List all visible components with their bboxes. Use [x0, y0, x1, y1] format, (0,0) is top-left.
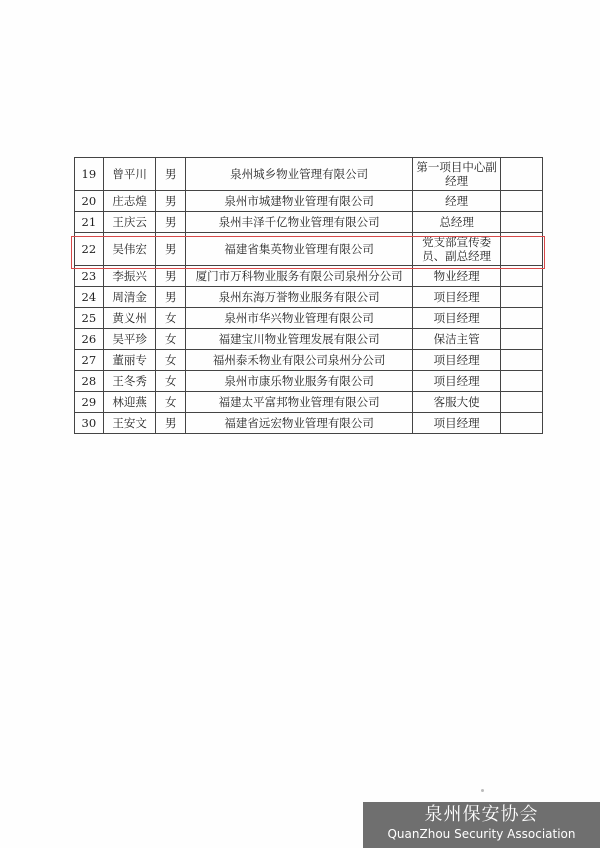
- table-row: [75, 350, 543, 371]
- job-title: 客服大使: [413, 392, 501, 413]
- person-name: 庄志煌: [103, 191, 156, 212]
- gender: 男: [156, 266, 186, 287]
- company: 福建省集英物业管理有限公司: [186, 233, 413, 266]
- remarks-cell: [501, 266, 543, 287]
- row-number: 20: [75, 191, 104, 212]
- person-name: 曾平川: [103, 158, 156, 191]
- company: 福建省远宏物业管理有限公司: [186, 413, 413, 434]
- remarks-cell: [501, 371, 543, 392]
- person-name: 李振兴: [103, 266, 156, 287]
- remarks-cell: [501, 392, 543, 413]
- remarks-cell: [501, 287, 543, 308]
- job-title: 党支部宣传委员、副总经理: [413, 233, 501, 266]
- company: 泉州市城建物业管理有限公司: [186, 191, 413, 212]
- table-row: [75, 266, 543, 287]
- row-number: 27: [75, 350, 104, 371]
- job-title: 项目经理: [413, 371, 501, 392]
- gender: 女: [156, 329, 186, 350]
- row-number: 25: [75, 308, 104, 329]
- row-number: 22: [75, 233, 104, 266]
- table-row: [75, 233, 543, 266]
- job-title: 项目经理: [413, 287, 501, 308]
- remarks-cell: [501, 329, 543, 350]
- person-name: 董丽专: [103, 350, 156, 371]
- table-row: [75, 392, 543, 413]
- table-row: [75, 158, 543, 191]
- gender: 女: [156, 392, 186, 413]
- watermark-cn: 泉州保安协会: [424, 804, 539, 825]
- company: 泉州城乡物业管理有限公司: [186, 158, 413, 191]
- company: 泉州丰泽千亿物业管理有限公司: [186, 212, 413, 233]
- association-watermark: [363, 802, 600, 848]
- remarks-cell: [501, 233, 543, 266]
- job-title: 第一项目中心副经理: [413, 158, 501, 191]
- gender: 男: [156, 191, 186, 212]
- job-title: 项目经理: [413, 308, 501, 329]
- company: 福建太平富邦物业管理有限公司: [186, 392, 413, 413]
- remarks-cell: [501, 308, 543, 329]
- gender: 男: [156, 233, 186, 266]
- job-title: 总经理: [413, 212, 501, 233]
- company: 泉州市华兴物业管理有限公司: [186, 308, 413, 329]
- row-number: 30: [75, 413, 104, 434]
- remarks-cell: [501, 212, 543, 233]
- scan-speck: [481, 789, 484, 792]
- person-name: 黄义州: [103, 308, 156, 329]
- person-name: 吴平珍: [103, 329, 156, 350]
- gender: 女: [156, 308, 186, 329]
- row-number: 28: [75, 371, 104, 392]
- table-row: [75, 371, 543, 392]
- person-name: 吴伟宏: [103, 233, 156, 266]
- gender: 女: [156, 371, 186, 392]
- company: 泉州东海万誉物业服务有限公司: [186, 287, 413, 308]
- company: 福建宝川物业管理发展有限公司: [186, 329, 413, 350]
- table-row: [75, 287, 543, 308]
- gender: 男: [156, 287, 186, 308]
- table-row: [75, 413, 543, 434]
- table-row: [75, 212, 543, 233]
- row-number: 21: [75, 212, 104, 233]
- company: 泉州市康乐物业服务有限公司: [186, 371, 413, 392]
- gender: 男: [156, 158, 186, 191]
- person-name: 王庆云: [103, 212, 156, 233]
- row-number: 26: [75, 329, 104, 350]
- person-name: 王安文: [103, 413, 156, 434]
- person-name: 王冬秀: [103, 371, 156, 392]
- person-name: 林迎燕: [103, 392, 156, 413]
- job-title: 项目经理: [413, 350, 501, 371]
- row-number: 23: [75, 266, 104, 287]
- job-title: 保洁主管: [413, 329, 501, 350]
- remarks-cell: [501, 158, 543, 191]
- table-row: [75, 308, 543, 329]
- personnel-table: [74, 157, 543, 434]
- gender: 男: [156, 212, 186, 233]
- job-title: 经理: [413, 191, 501, 212]
- row-number: 24: [75, 287, 104, 308]
- company: 福州泰禾物业有限公司泉州分公司: [186, 350, 413, 371]
- watermark-en: QuanZhou Security Association: [387, 827, 576, 841]
- gender: 女: [156, 350, 186, 371]
- table-row: [75, 191, 543, 212]
- remarks-cell: [501, 350, 543, 371]
- remarks-cell: [501, 413, 543, 434]
- person-name: 周清金: [103, 287, 156, 308]
- job-title: 物业经理: [413, 266, 501, 287]
- company: 厦门市万科物业服务有限公司泉州分公司: [186, 266, 413, 287]
- gender: 男: [156, 413, 186, 434]
- table-row: [75, 329, 543, 350]
- row-number: 19: [75, 158, 104, 191]
- remarks-cell: [501, 191, 543, 212]
- job-title: 项目经理: [413, 413, 501, 434]
- row-number: 29: [75, 392, 104, 413]
